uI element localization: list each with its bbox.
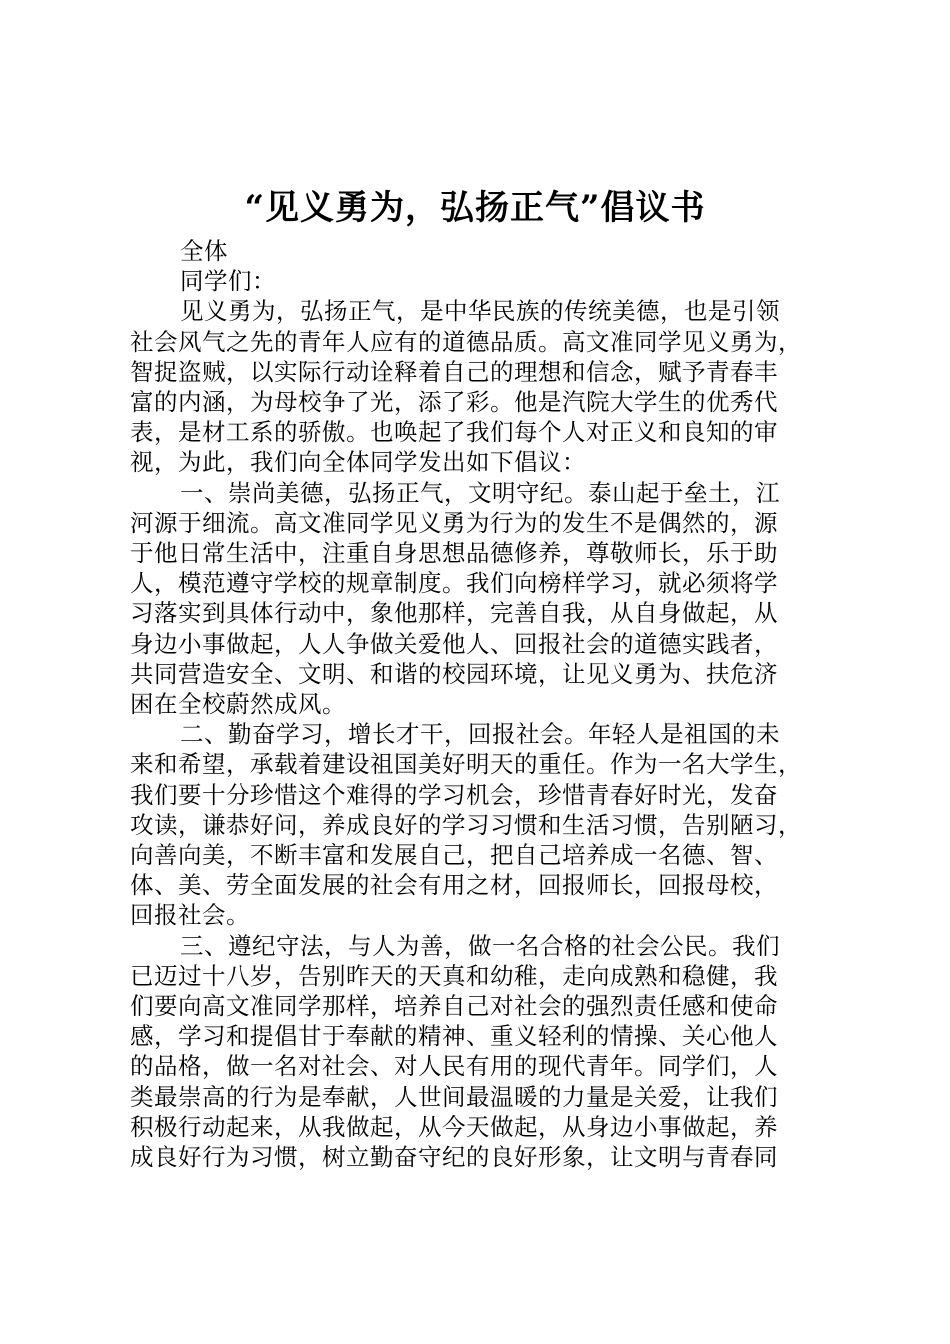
- body-line: 视，为此，我们向全体同学发出如下倡议：: [130, 448, 586, 477]
- body-line: 表，是材工系的骄傲。也唤起了我们每个人对正义和良知的审: [130, 418, 778, 447]
- body-line: 们要向高文准同学那样，培养自己对社会的强烈责任感和使命: [130, 992, 778, 1021]
- body-line: 同学们：: [180, 267, 276, 296]
- body-line: 社会风气之先的青年人应有的道德品质。高文准同学见义勇为，: [130, 327, 802, 356]
- body-line: 见义勇为，弘扬正气，是中华民族的传统美德，也是引领: [180, 297, 780, 326]
- body-line: 来和希望，承载着建设祖国美好明天的重任。作为一名大学生，: [130, 750, 802, 779]
- body-line: 感，学习和提倡甘于奉献的精神、重义轻利的情操、关心他人: [130, 1022, 778, 1051]
- body-line: 成良好行为习惯，树立勤奋守纪的良好形象，让文明与青春同: [130, 1143, 778, 1172]
- body-line: 习落实到具体行动中，象他那样，完善自我，从自身做起，从: [130, 599, 778, 628]
- body-line: 我们要十分珍惜这个难得的学习机会，珍惜青春好时光，发奋: [130, 780, 778, 809]
- body-line: 共同营造安全、文明、和谐的校园环境，让见义勇为、扶危济: [130, 659, 778, 688]
- body-line: 回报社会。: [130, 901, 250, 930]
- body-line: 二、勤奋学习，增长才干，回报社会。年轻人是祖国的未: [180, 720, 780, 749]
- body-line: 已迈过十八岁，告别昨天的天真和幼稚，走向成熟和稳健，我: [130, 961, 778, 990]
- body-line: 积极行动起来，从我做起，从今天做起，从身边小事做起，养: [130, 1112, 778, 1141]
- body-line: 三、遵纪守法，与人为善，做一名合格的社会公民。我们: [180, 931, 780, 960]
- body-line: 向善向美，不断丰富和发展自己，把自己培养成一名德、智、: [130, 841, 778, 870]
- body-line: 人，模范遵守学校的规章制度。我们向榜样学习，就必须将学: [130, 569, 778, 598]
- body-line: 河源于细流。高文准同学见义勇为行为的发生不是偶然的，源: [130, 508, 778, 537]
- body-line: 一、崇尚美德，弘扬正气，文明守纪。泰山起于垒土，江: [180, 478, 780, 507]
- document-body: [130, 236, 834, 1172]
- body-line: 全体: [180, 237, 228, 265]
- body-line: 富的内涵，为母校争了光，添了彩。他是汽院大学生的优秀代: [130, 388, 778, 417]
- body-line: 的品格，做一名对社会、对人民有用的现代青年。同学们，人: [130, 1052, 778, 1081]
- document-title: “见义勇为，弘扬正气”倡议书: [244, 188, 706, 228]
- body-line: 智捉盗贼，以实际行动诠释着自己的理想和信念，赋予青春丰: [130, 357, 778, 386]
- body-line: 身边小事做起，人人争做关爱他人、回报社会的道德实践者，: [130, 629, 778, 658]
- body-line: 体、美、劳全面发展的社会有用之材，回报师长，回报母校，: [130, 871, 778, 900]
- body-line: 类最崇高的行为是奉献，人世间最温暖的力量是关爱，让我们: [130, 1082, 778, 1111]
- body-line: 攻读，谦恭好问，养成良好的学习习惯和生活习惯，告别陋习，: [130, 810, 802, 839]
- body-line: 于他日常生活中，注重自身思想品德修养，尊敬师长，乐于助: [130, 539, 778, 568]
- body-line: 困在全校蔚然成风。: [130, 690, 346, 719]
